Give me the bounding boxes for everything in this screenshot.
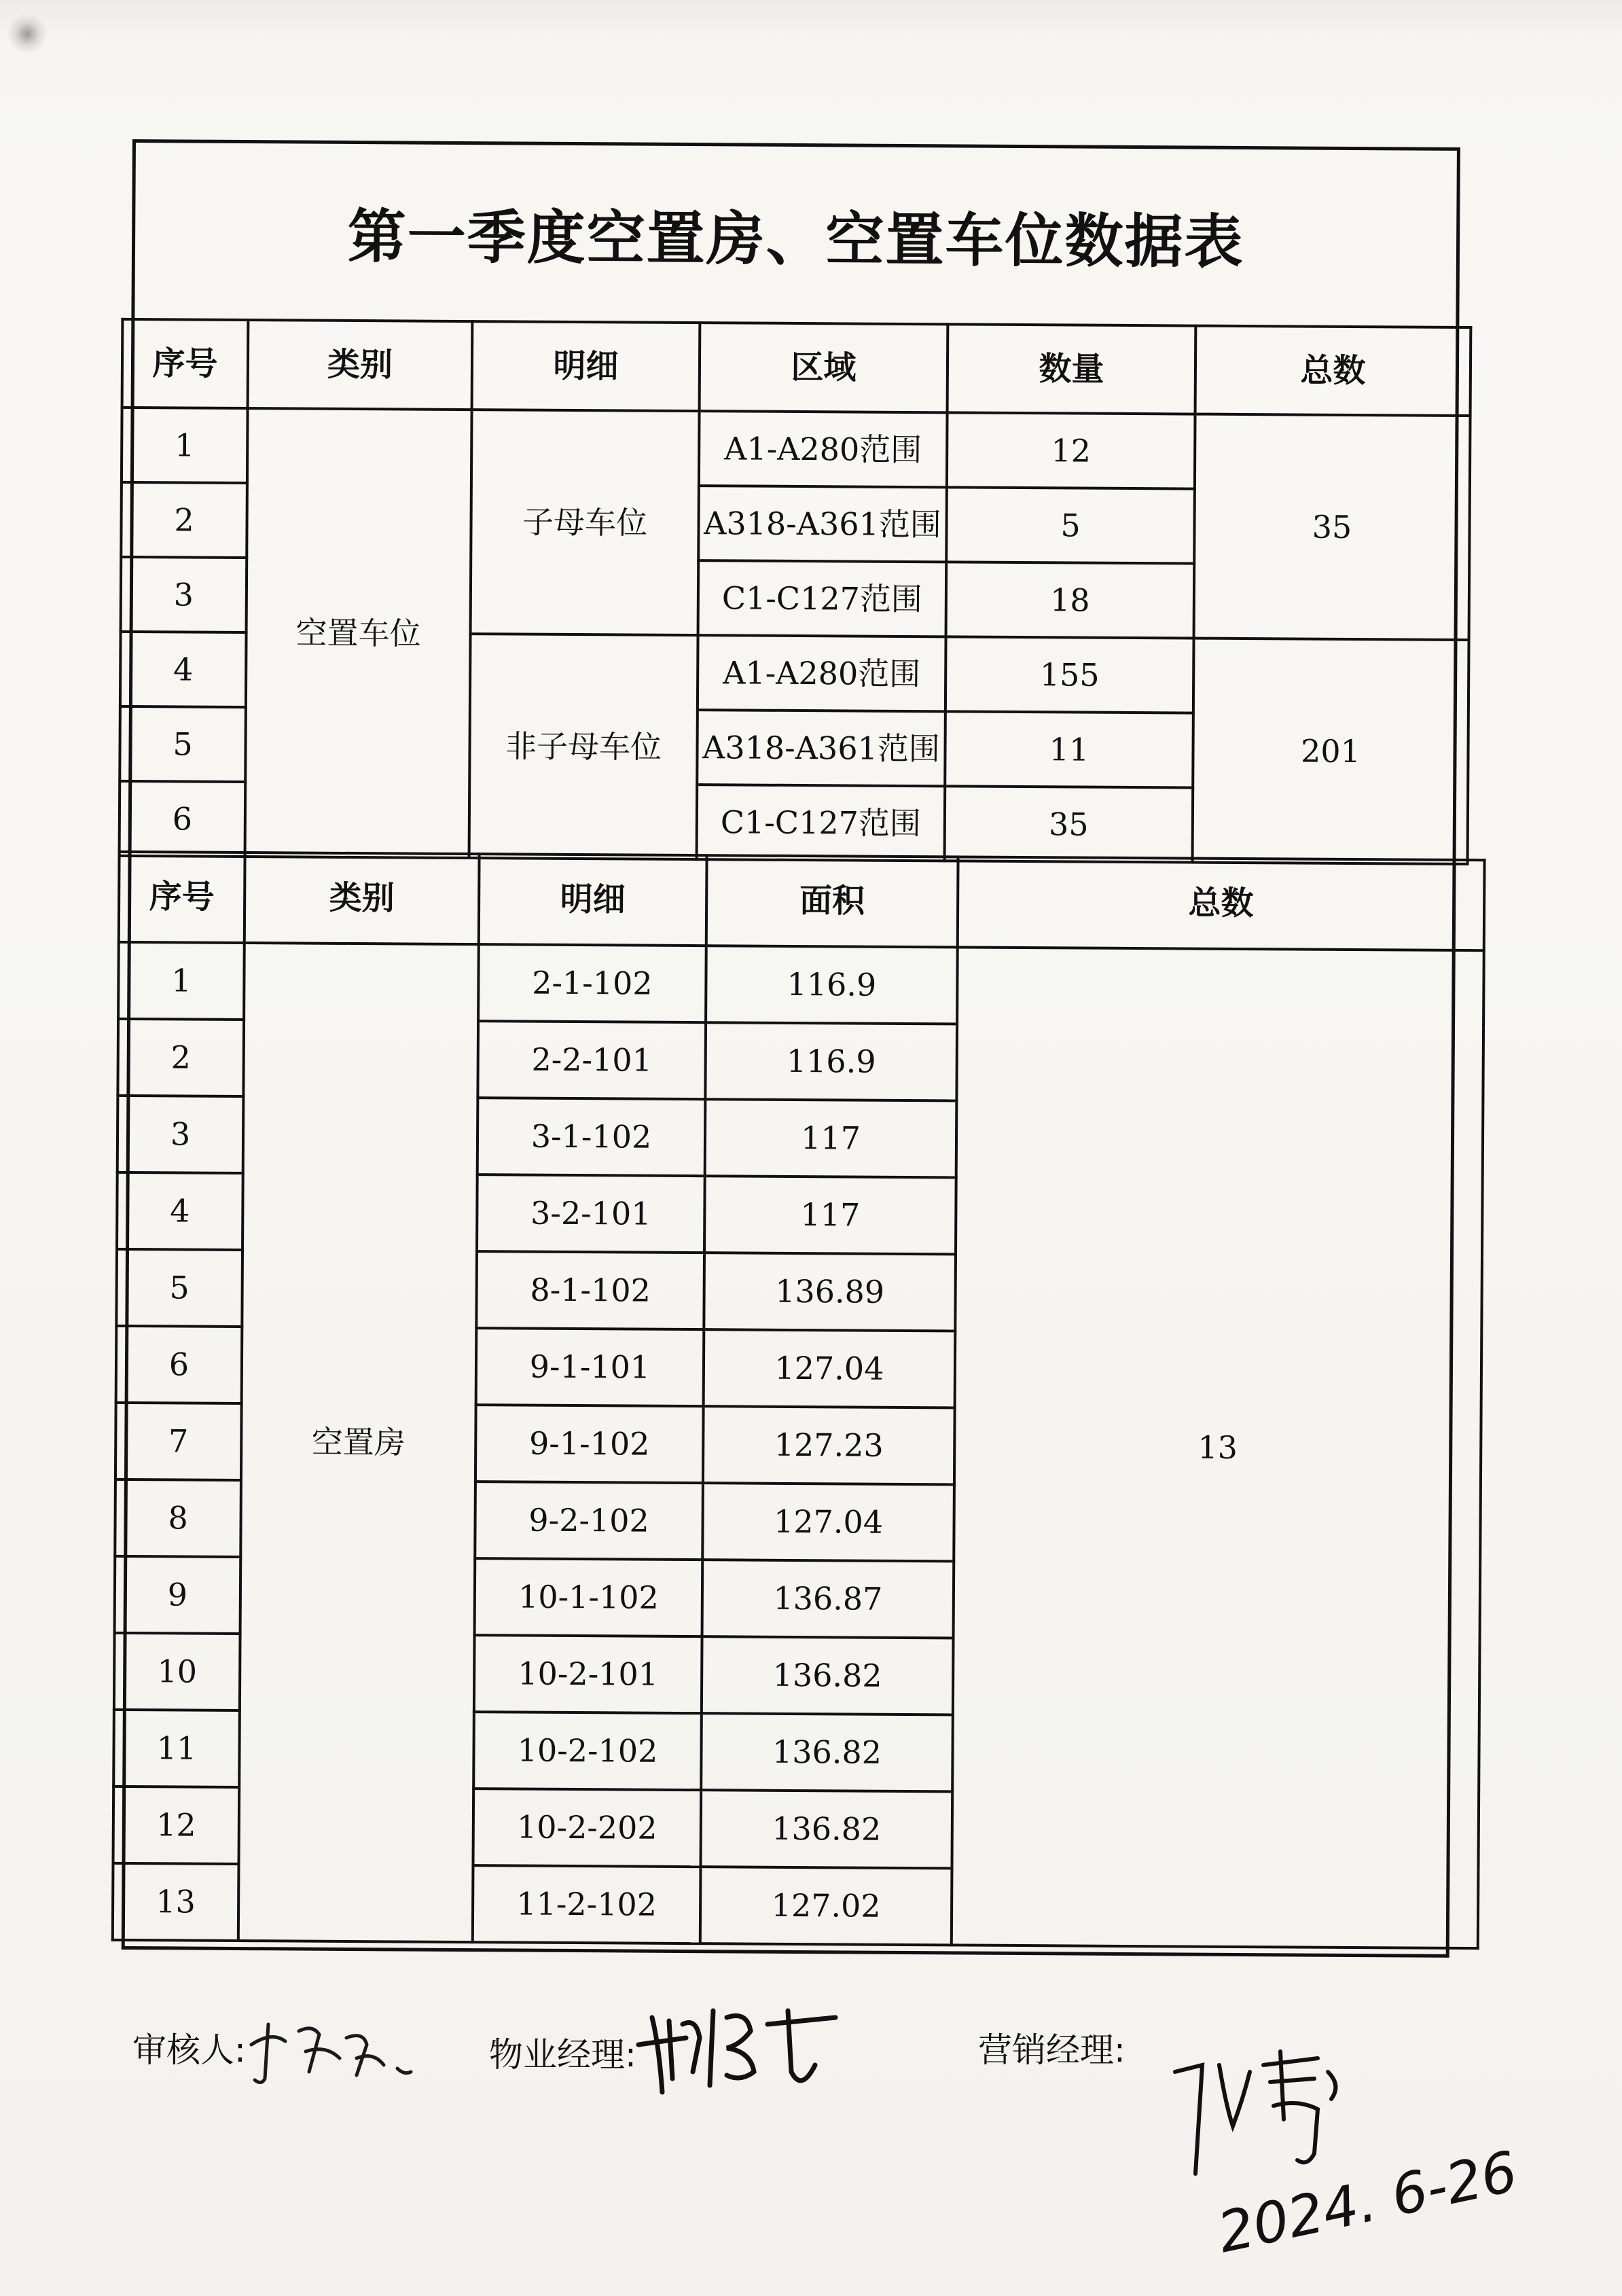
area-cell: 127.04: [702, 1483, 954, 1561]
house-total-cell: 13: [952, 947, 1484, 1948]
region-cell: A1-A280范围: [698, 635, 946, 711]
quantity-cell: 11: [945, 711, 1193, 787]
data-table-frame: [122, 139, 1460, 1958]
area-cell: 127.04: [704, 1329, 956, 1407]
parking-category-cell: 空置车位: [245, 408, 472, 858]
property-manager-label: 物业经理:: [489, 2035, 636, 2075]
table-row: [118, 942, 1484, 1027]
header-total: 总数: [1195, 326, 1471, 416]
property-manager-signature: [632, 1990, 849, 2106]
unit-cell: 9-1-102: [475, 1405, 704, 1483]
unit-cell: 10-2-102: [473, 1712, 702, 1790]
unit-cell: 11-2-102: [473, 1865, 701, 1943]
header-category: 类别: [248, 320, 473, 410]
row-no: 1: [122, 408, 248, 483]
area-cell: 136.82: [700, 1790, 952, 1868]
unit-cell: 2-2-101: [477, 1021, 706, 1099]
row-no: 7: [115, 1403, 242, 1480]
unit-cell: 10-2-101: [474, 1635, 702, 1713]
vacant-house-table: [111, 850, 1486, 1950]
unit-cell: 2-1-102: [478, 944, 706, 1022]
area-cell: 136.89: [704, 1253, 956, 1331]
header-detail: 明细: [472, 321, 700, 411]
unit-cell: 8-1-102: [476, 1251, 704, 1329]
region-cell: A1-A280范围: [699, 411, 948, 487]
area-cell: 136.87: [702, 1560, 954, 1638]
area-cell: 136.82: [702, 1636, 954, 1715]
region-cell: A318-A361范围: [698, 486, 947, 562]
row-no: 8: [115, 1479, 241, 1557]
group-total-cell: 201: [1193, 639, 1469, 864]
page-title: 第一季度空置房、空置车位数据表: [347, 202, 1244, 276]
unit-cell: 9-1-101: [476, 1328, 704, 1406]
header-category: 类别: [245, 853, 480, 944]
area-cell: 116.9: [705, 1022, 957, 1100]
row-no: 10: [114, 1633, 240, 1710]
region-cell: C1-C127范围: [698, 560, 947, 636]
detail-cell: 子母车位: [471, 410, 700, 635]
unit-cell: 10-2-202: [473, 1789, 701, 1867]
row-no: 13: [113, 1863, 239, 1941]
house-header-row: [119, 852, 1485, 950]
area-cell: 127.02: [700, 1867, 952, 1945]
table-row: [122, 408, 1471, 490]
area-cell: 127.23: [703, 1406, 955, 1484]
parking-header-row: [122, 319, 1471, 416]
area-cell: 117: [704, 1176, 956, 1254]
quantity-cell: 5: [946, 487, 1195, 563]
header-detail: 明细: [479, 854, 707, 946]
group-total-cell: 35: [1194, 414, 1471, 640]
header-total: 总数: [958, 857, 1485, 950]
row-no: 1: [118, 942, 245, 1020]
quantity-cell: 18: [946, 562, 1195, 638]
reviewer-signature: [238, 2004, 435, 2092]
row-no: 3: [118, 1096, 244, 1173]
unit-cell: 3-1-102: [477, 1098, 706, 1176]
header-area: 面积: [706, 855, 958, 947]
row-no: 6: [120, 781, 246, 857]
sales-manager-signature: [1161, 2045, 1358, 2181]
row-no: 12: [113, 1787, 239, 1864]
row-no: 6: [116, 1326, 242, 1403]
header-no: 序号: [119, 852, 245, 943]
unit-cell: 9-2-102: [475, 1482, 703, 1560]
detail-cell: 非子母车位: [469, 634, 698, 859]
area-cell: 117: [705, 1099, 957, 1177]
row-no: 5: [116, 1249, 242, 1327]
reviewer-label: 审核人:: [132, 2030, 246, 2070]
area-cell: 136.82: [701, 1713, 953, 1791]
header-region: 区域: [700, 323, 948, 412]
signing-date: 2024. 6-26: [1212, 2139, 1523, 2266]
row-no: 2: [121, 482, 247, 558]
region-cell: C1-C127范围: [697, 785, 945, 861]
header-no: 序号: [122, 319, 249, 408]
house-category-cell: 空置房: [238, 943, 479, 1942]
quantity-cell: 35: [945, 786, 1193, 862]
quantity-cell: 155: [945, 636, 1194, 713]
row-no: 5: [120, 706, 246, 782]
row-no: 9: [115, 1556, 241, 1634]
scan-speck: [7, 14, 48, 54]
row-no: 11: [113, 1710, 240, 1787]
row-no: 3: [121, 557, 247, 632]
unit-cell: 3-2-101: [477, 1174, 705, 1253]
header-quantity: 数量: [948, 324, 1196, 414]
row-no: 4: [120, 632, 247, 707]
row-no: 2: [118, 1019, 244, 1096]
parking-table: [118, 318, 1473, 865]
region-cell: A318-A361范围: [697, 710, 945, 786]
unit-cell: 10-1-102: [475, 1558, 703, 1636]
row-no: 4: [117, 1172, 243, 1250]
sales-manager-label: 营销经理:: [978, 2030, 1125, 2070]
quantity-cell: 12: [947, 412, 1195, 488]
area-cell: 116.9: [706, 946, 958, 1024]
